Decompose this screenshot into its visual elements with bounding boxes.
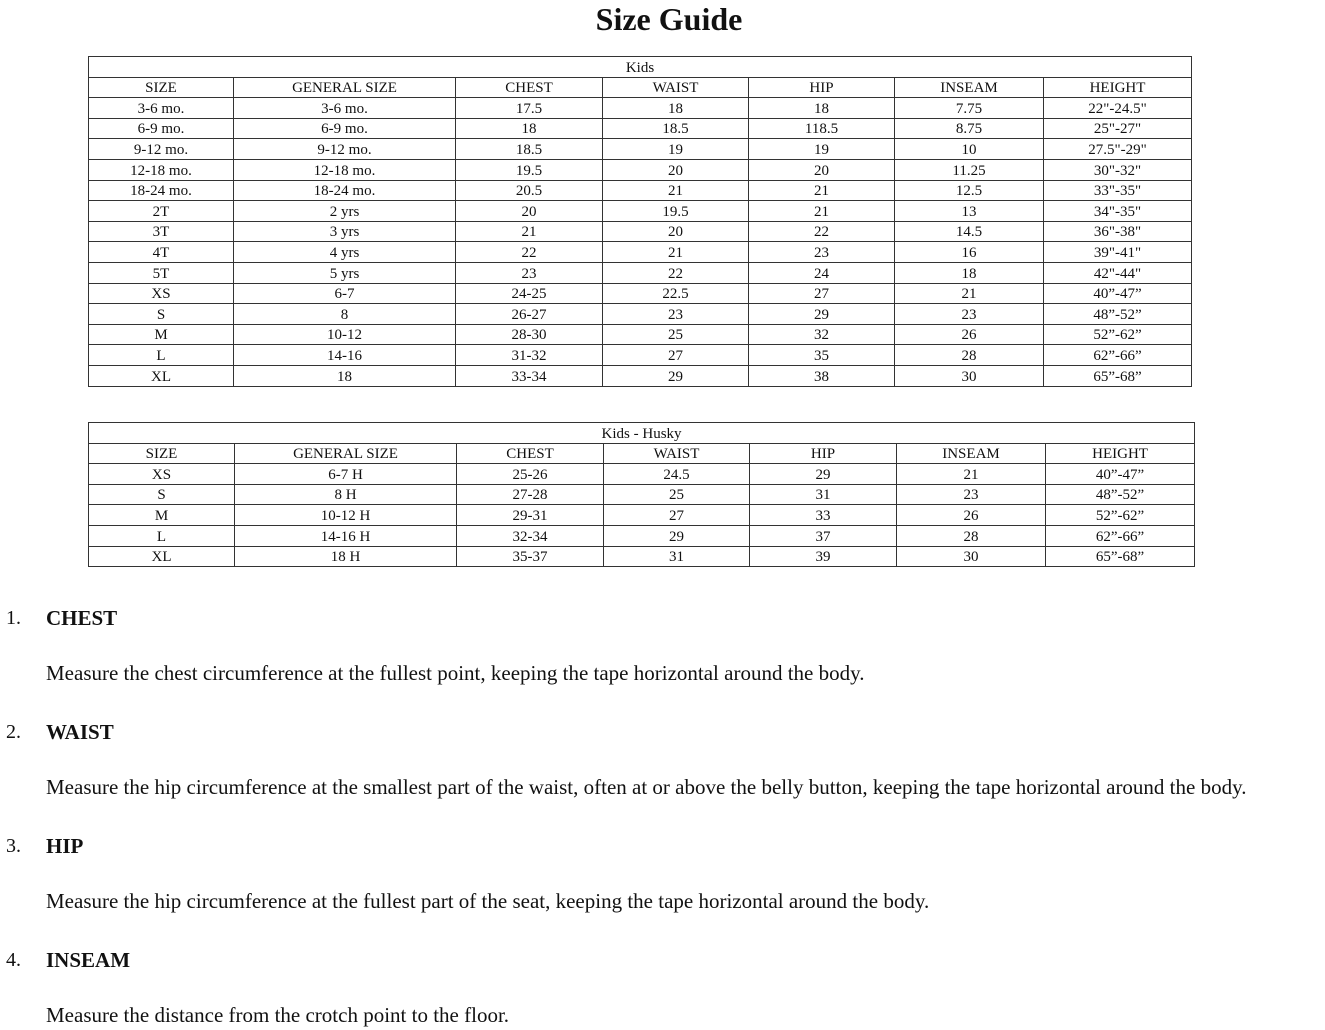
table-row bbox=[89, 304, 1192, 325]
table-row bbox=[89, 242, 1192, 263]
table-cell: 5 yrs bbox=[234, 262, 456, 283]
table-cell: 40”-47” bbox=[1046, 464, 1195, 485]
table-cell: 48”-52” bbox=[1046, 484, 1195, 505]
table-cell: 62”-66” bbox=[1046, 525, 1195, 546]
column-header: HEIGHT bbox=[1044, 77, 1192, 98]
table-cell: 18.5 bbox=[456, 139, 603, 160]
table-cell: 33"-35" bbox=[1044, 180, 1192, 201]
table-cell: 2T bbox=[89, 201, 234, 222]
table-cell: 18-24 mo. bbox=[89, 180, 234, 201]
page-title: Size Guide bbox=[595, 1, 743, 37]
table-cell: 52”-62” bbox=[1046, 505, 1195, 526]
column-header: GENERAL SIZE bbox=[235, 443, 457, 464]
table-cell: 29-31 bbox=[457, 505, 604, 526]
table-cell: 4T bbox=[89, 242, 234, 263]
table-cell: 20 bbox=[603, 159, 749, 180]
instruction-heading: CHEST bbox=[46, 606, 118, 630]
table-cell: 38 bbox=[749, 365, 895, 386]
instruction-heading: WAIST bbox=[46, 720, 114, 744]
table-cell: 13 bbox=[895, 201, 1044, 222]
table-caption: Kids - Husky bbox=[89, 423, 1195, 444]
table-cell: 29 bbox=[603, 365, 749, 386]
table-cell: 28-30 bbox=[456, 324, 603, 345]
column-header: SIZE bbox=[89, 443, 235, 464]
column-header: WAIST bbox=[604, 443, 750, 464]
table-cell: 10 bbox=[895, 139, 1044, 160]
table-cell: 25 bbox=[604, 484, 750, 505]
table-cell: 20 bbox=[749, 159, 895, 180]
table-cell: 33 bbox=[750, 505, 897, 526]
table-cell: 9-12 mo. bbox=[234, 139, 456, 160]
table-cell: 42"-44" bbox=[1044, 262, 1192, 283]
table-cell: 22"-24.5" bbox=[1044, 98, 1192, 119]
table-cell: 27-28 bbox=[457, 484, 604, 505]
table-cell: 118.5 bbox=[749, 118, 895, 139]
table-row bbox=[89, 484, 1195, 505]
table-header-row bbox=[89, 443, 1195, 464]
table-cell: 35-37 bbox=[457, 546, 604, 567]
table-cell: 62”-66” bbox=[1044, 345, 1192, 366]
table-row bbox=[89, 221, 1192, 242]
column-header: CHEST bbox=[456, 77, 603, 98]
table-row bbox=[89, 201, 1192, 222]
table-row bbox=[89, 159, 1192, 180]
table-row bbox=[89, 98, 1192, 119]
table-cell: 30 bbox=[897, 546, 1046, 567]
table-cell: 52”-62” bbox=[1044, 324, 1192, 345]
table-cell: 20.5 bbox=[456, 180, 603, 201]
table-cell: 18 H bbox=[235, 546, 457, 567]
column-header: SIZE bbox=[89, 77, 234, 98]
table-cell: M bbox=[89, 505, 235, 526]
table-cell: 37 bbox=[750, 525, 897, 546]
instruction-text: Measure the hip circumference at the fullest part of the seat, keeping the tape horizontal around the body. bbox=[46, 889, 930, 913]
table-cell: 26 bbox=[897, 505, 1046, 526]
table-caption-row bbox=[89, 423, 1195, 444]
table-cell: 18 bbox=[895, 262, 1044, 283]
table-cell: 23 bbox=[895, 304, 1044, 325]
table-cell: 18 bbox=[603, 98, 749, 119]
table-cell: 19.5 bbox=[456, 159, 603, 180]
table-cell: 31 bbox=[604, 546, 750, 567]
table-cell: 8.75 bbox=[895, 118, 1044, 139]
table-cell: 2 yrs bbox=[234, 201, 456, 222]
column-header: GENERAL SIZE bbox=[234, 77, 456, 98]
table-cell: 12-18 mo. bbox=[234, 159, 456, 180]
table-cell: 39 bbox=[750, 546, 897, 567]
instruction-number: 2. bbox=[6, 721, 21, 743]
table-cell: 19 bbox=[749, 139, 895, 160]
table-cell: 24.5 bbox=[604, 464, 750, 485]
table-cell: 31 bbox=[750, 484, 897, 505]
column-header: HIP bbox=[749, 77, 895, 98]
table-cell: XS bbox=[89, 283, 234, 304]
column-header: CHEST bbox=[457, 443, 604, 464]
table-row bbox=[89, 464, 1195, 485]
table-cell: 23 bbox=[603, 304, 749, 325]
table-cell: 26-27 bbox=[456, 304, 603, 325]
table-row bbox=[89, 546, 1195, 567]
table-cell: 12.5 bbox=[895, 180, 1044, 201]
table-row bbox=[89, 139, 1192, 160]
table-cell: 27 bbox=[603, 345, 749, 366]
table-cell: M bbox=[89, 324, 234, 345]
column-header: HIP bbox=[750, 443, 897, 464]
table-cell: 20 bbox=[603, 221, 749, 242]
table-cell: 27 bbox=[749, 283, 895, 304]
table-row bbox=[89, 324, 1192, 345]
table-cell: 21 bbox=[749, 180, 895, 201]
table-cell: 18 bbox=[234, 365, 456, 386]
table-cell: 6-7 bbox=[234, 283, 456, 304]
table-cell: L bbox=[89, 345, 234, 366]
table-cell: 27.5"-29" bbox=[1044, 139, 1192, 160]
table-cell: 33-34 bbox=[456, 365, 603, 386]
table-cell: 3-6 mo. bbox=[89, 98, 234, 119]
table-row bbox=[89, 118, 1192, 139]
table-cell: 19 bbox=[603, 139, 749, 160]
table-cell: 48”-52” bbox=[1044, 304, 1192, 325]
table-row bbox=[89, 365, 1192, 386]
table-cell: 30"-32" bbox=[1044, 159, 1192, 180]
table-cell: 21 bbox=[897, 464, 1046, 485]
table-cell: 8 H bbox=[235, 484, 457, 505]
table-row bbox=[89, 262, 1192, 283]
husky-size-table bbox=[88, 422, 1195, 567]
table-cell: 20 bbox=[456, 201, 603, 222]
instruction-text: Measure the chest circumference at the fullest point, keeping the tape horizontal around the body. bbox=[46, 661, 865, 685]
table-cell: 6-9 mo. bbox=[89, 118, 234, 139]
table-cell: 21 bbox=[456, 221, 603, 242]
table-cell: 29 bbox=[750, 464, 897, 485]
table-cell: 21 bbox=[895, 283, 1044, 304]
column-header: INSEAM bbox=[895, 77, 1044, 98]
table-cell: 14-16 bbox=[234, 345, 456, 366]
table-cell: XS bbox=[89, 464, 235, 485]
table-cell: 23 bbox=[897, 484, 1046, 505]
table-cell: 19.5 bbox=[603, 201, 749, 222]
table-cell: 14.5 bbox=[895, 221, 1044, 242]
instruction-text: Measure the hip circumference at the smallest part of the waist, often at or above the belly button, keeping the tape horizontal around the body. bbox=[46, 775, 1247, 799]
table-cell: 21 bbox=[603, 180, 749, 201]
table-cell: 16 bbox=[895, 242, 1044, 263]
table-cell: S bbox=[89, 484, 235, 505]
table-cell: 32 bbox=[749, 324, 895, 345]
table-cell: 18-24 mo. bbox=[234, 180, 456, 201]
table-cell: 35 bbox=[749, 345, 895, 366]
instruction-heading: INSEAM bbox=[46, 948, 131, 972]
column-header: HEIGHT bbox=[1046, 443, 1195, 464]
table-cell: 7.75 bbox=[895, 98, 1044, 119]
table-cell: 28 bbox=[897, 525, 1046, 546]
table-cell: 26 bbox=[895, 324, 1044, 345]
table-cell: XL bbox=[89, 365, 234, 386]
table-cell: 39"-41" bbox=[1044, 242, 1192, 263]
kids-size-table bbox=[88, 56, 1192, 387]
table-cell: 18 bbox=[456, 118, 603, 139]
table-row bbox=[89, 180, 1192, 201]
table-cell: 4 yrs bbox=[234, 242, 456, 263]
table-cell: 29 bbox=[604, 525, 750, 546]
column-header: INSEAM bbox=[897, 443, 1046, 464]
table-cell: L bbox=[89, 525, 235, 546]
table-cell: 8 bbox=[234, 304, 456, 325]
table-cell: 12-18 mo. bbox=[89, 159, 234, 180]
table-cell: 29 bbox=[749, 304, 895, 325]
table-cell: 24 bbox=[749, 262, 895, 283]
table-cell: 22 bbox=[749, 221, 895, 242]
instruction-text: Measure the distance from the crotch point to the floor. bbox=[46, 1003, 510, 1027]
instruction-number: 4. bbox=[6, 949, 21, 971]
table-cell: 3T bbox=[89, 221, 234, 242]
table-cell: 22 bbox=[456, 242, 603, 263]
table-cell: 18.5 bbox=[603, 118, 749, 139]
table-cell: 28 bbox=[895, 345, 1044, 366]
table-cell: 22 bbox=[603, 262, 749, 283]
table-cell: 5T bbox=[89, 262, 234, 283]
instruction-heading: HIP bbox=[46, 834, 84, 858]
table-caption-row bbox=[89, 57, 1192, 78]
table-cell: 32-34 bbox=[457, 525, 604, 546]
table-cell: XL bbox=[89, 546, 235, 567]
instruction-number: 1. bbox=[6, 607, 21, 629]
table-cell: 22.5 bbox=[603, 283, 749, 304]
table-cell: 27 bbox=[604, 505, 750, 526]
table-caption: Kids bbox=[89, 57, 1192, 78]
table-cell: 11.25 bbox=[895, 159, 1044, 180]
table-cell: 9-12 mo. bbox=[89, 139, 234, 160]
table-cell: 3 yrs bbox=[234, 221, 456, 242]
table-cell: 23 bbox=[749, 242, 895, 263]
table-cell: 65”-68” bbox=[1046, 546, 1195, 567]
table-cell: 10-12 bbox=[234, 324, 456, 345]
table-cell: 25"-27" bbox=[1044, 118, 1192, 139]
table-cell: 31-32 bbox=[456, 345, 603, 366]
table-row bbox=[89, 525, 1195, 546]
table-cell: 18 bbox=[749, 98, 895, 119]
table-cell: 65”-68” bbox=[1044, 365, 1192, 386]
table-cell: 3-6 mo. bbox=[234, 98, 456, 119]
table-row bbox=[89, 345, 1192, 366]
table-cell: 17.5 bbox=[456, 98, 603, 119]
table-cell: 10-12 H bbox=[235, 505, 457, 526]
table-cell: S bbox=[89, 304, 234, 325]
table-cell: 21 bbox=[749, 201, 895, 222]
table-cell: 14-16 H bbox=[235, 525, 457, 546]
table-cell: 24-25 bbox=[456, 283, 603, 304]
table-cell: 40”-47” bbox=[1044, 283, 1192, 304]
table-row bbox=[89, 505, 1195, 526]
table-row bbox=[89, 283, 1192, 304]
table-cell: 6-9 mo. bbox=[234, 118, 456, 139]
column-header: WAIST bbox=[603, 77, 749, 98]
table-cell: 21 bbox=[603, 242, 749, 263]
table-header-row bbox=[89, 77, 1192, 98]
table-cell: 6-7 H bbox=[235, 464, 457, 485]
table-cell: 36"-38" bbox=[1044, 221, 1192, 242]
table-cell: 25-26 bbox=[457, 464, 604, 485]
instruction-number: 3. bbox=[6, 835, 21, 857]
table-cell: 23 bbox=[456, 262, 603, 283]
table-cell: 25 bbox=[603, 324, 749, 345]
table-cell: 34"-35" bbox=[1044, 201, 1192, 222]
table-cell: 30 bbox=[895, 365, 1044, 386]
